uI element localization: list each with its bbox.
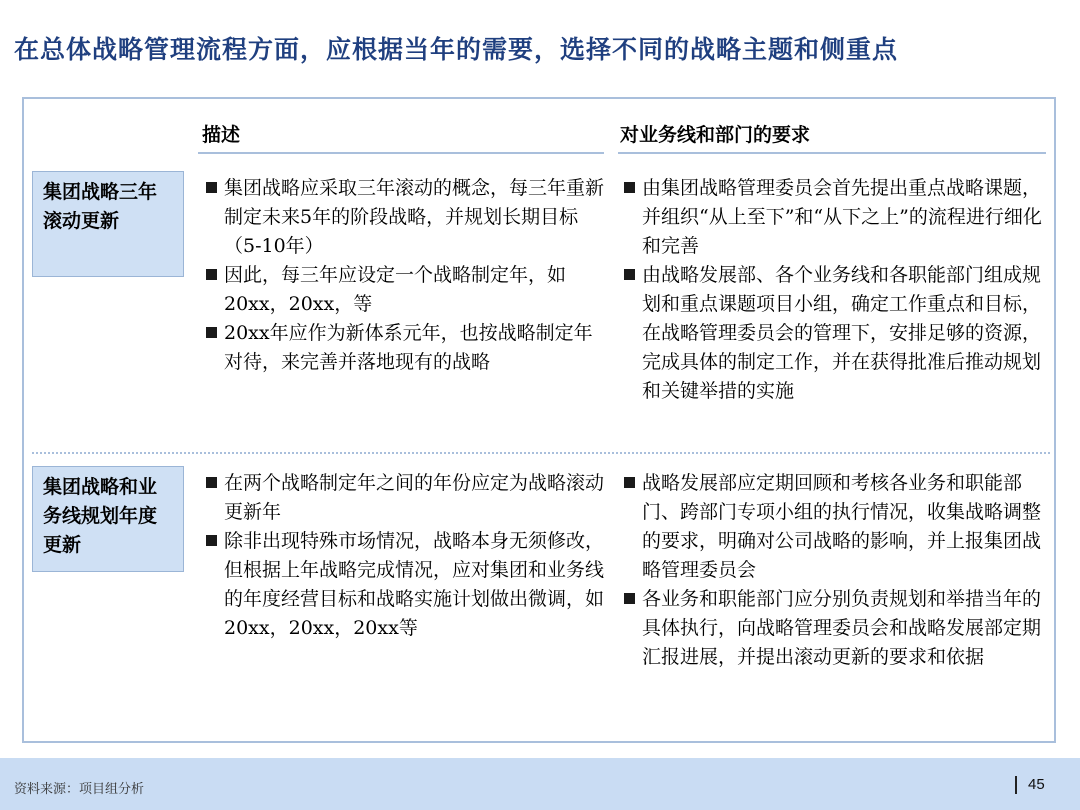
row-label-three-year: 集团战略三年滚动更新 [32, 171, 184, 277]
bullet-text: 因此，每三年应设定一个战略制定年，如20xx，20xx，等 [224, 264, 567, 315]
page-separator [1015, 776, 1017, 794]
square-bullet-icon [206, 182, 217, 193]
bullet-text: 除非出现特殊市场情况，战略本身无须修改，但根据上年战略完成情况，应对集团和业务线的年度经营目标和战略实施计划做出微调，如20xx，20xx，20xx等 [224, 530, 605, 639]
row-divider [32, 452, 1050, 454]
bullet-text: 在两个战略制定年之间的年份应定为战略滚动更新年 [224, 472, 605, 523]
row-label-annual-update: 集团战略和业务线规划年度更新 [32, 466, 184, 572]
bullet-text: 战略发展部应定期回顾和考核各业务和职能部门、跨部门专项小组的执行情况，收集战略调整的要求，明确对公司战略的影响，并上报集团战略管理委员会 [642, 472, 1042, 581]
list-item [204, 319, 606, 377]
footer-bar [0, 758, 1080, 810]
list-item [622, 261, 1046, 406]
bullet-text: 20xx年应作为新体系元年，也按战略制定年对待，来完善并落地现有的战略 [224, 322, 593, 373]
bullet-text: 集团战略应采取三年滚动的概念，每三年重新制定未来5年的阶段战略，并规划长期目标（5-10年） [224, 177, 605, 257]
square-bullet-icon [206, 269, 217, 280]
square-bullet-icon [624, 593, 635, 604]
header-requirements: 对业务线和部门的要求 [620, 124, 811, 146]
square-bullet-icon [624, 269, 635, 280]
header-underline-description [198, 152, 604, 154]
row1-description [204, 174, 606, 377]
square-bullet-icon [624, 182, 635, 193]
square-bullet-icon [206, 477, 217, 488]
list-item [622, 174, 1046, 261]
square-bullet-icon [206, 535, 217, 546]
bullet-text: 由战略发展部、各个业务线和各职能部门组成规划和重点课题项目小组，确定工作重点和目标，在战略管理委员会的管理下，安排足够的资源，完成具体的制定工作，并在获得批准后推动规划和关键举措的实施 [642, 264, 1042, 402]
header-underline-requirements [618, 152, 1046, 154]
list-item [204, 527, 606, 643]
row1-requirements [622, 174, 1046, 406]
list-item [622, 585, 1046, 672]
list-item [204, 469, 606, 527]
list-item [622, 469, 1046, 585]
row2-description [204, 469, 606, 643]
row2-requirements [622, 469, 1046, 672]
page-number: 45 [1028, 776, 1045, 793]
bullet-text: 各业务和职能部门应分别负责规划和举措当年的具体执行，向战略管理委员会和战略发展部定期汇报进展，并提出滚动更新的要求和依据 [642, 588, 1042, 668]
square-bullet-icon [624, 477, 635, 488]
page-title: 在总体战略管理流程方面，应根据当年的需要，选择不同的战略主题和侧重点 [14, 35, 899, 64]
list-item [204, 174, 606, 261]
bullet-text: 由集团战略管理委员会首先提出重点战略课题，并组织“从上至下”和“从下之上”的流程进行细化和完善 [642, 177, 1042, 257]
header-description: 描述 [202, 124, 241, 146]
source-note: 资料来源：项目组分析 [14, 782, 145, 797]
square-bullet-icon [206, 327, 217, 338]
list-item [204, 261, 606, 319]
